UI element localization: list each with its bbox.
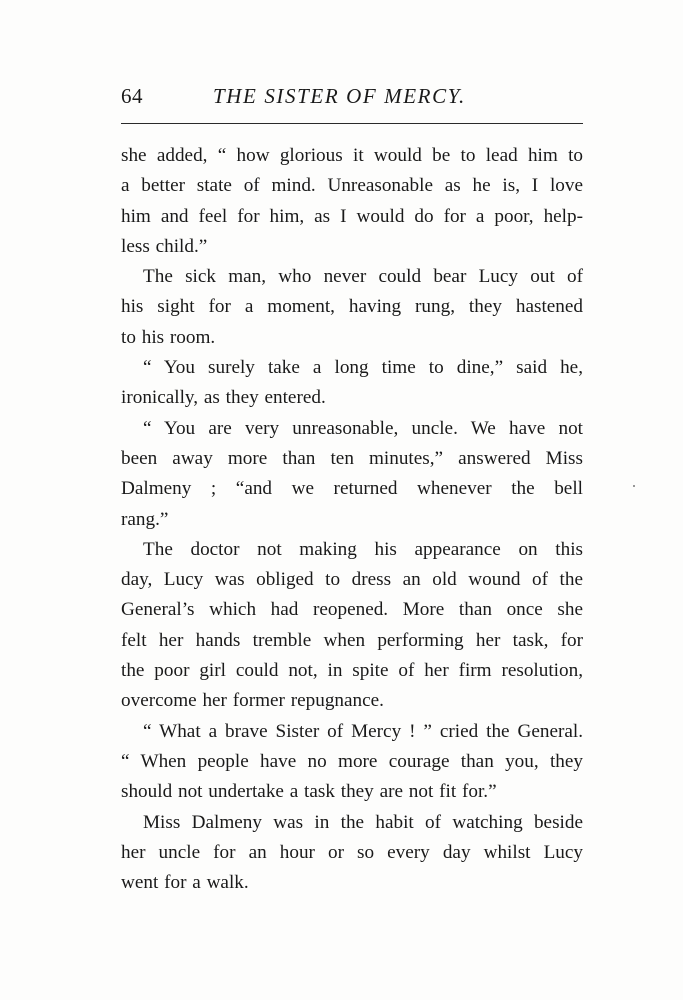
text-line: less child.” — [121, 235, 208, 257]
text-line: a better state of mind. Unreasonable as he is, I love — [121, 175, 583, 197]
text-line: overcome her former repugnance. — [121, 690, 384, 712]
text-line: felt her hands tremble when performing her task, for — [121, 629, 583, 651]
text-line: “ You surely take a long time to dine,” said he, — [143, 357, 583, 379]
text-line: Dalmeny ; “and we returned whenever the bell — [121, 478, 583, 500]
text-line: “ What a brave Sister of Mercy ! ” cried the General. — [143, 720, 583, 742]
text-line: should not undertake a task they are not fit for.” — [121, 781, 497, 803]
page-header — [121, 84, 583, 114]
text-line: been away more than ten minutes,” answered Miss — [121, 447, 583, 469]
text-line: day, Lucy was obliged to dress an old wound of the — [121, 569, 583, 591]
header-rule — [121, 123, 583, 124]
text-line: The doctor not making his appearance on this — [143, 538, 583, 560]
text-line: “ When people have no more courage than you, they — [121, 750, 583, 772]
text-line: her uncle for an hour or so every day whilst Lucy — [121, 841, 583, 863]
text-line: to his room. — [121, 326, 216, 348]
page-number: 64 — [121, 84, 143, 108]
text-line: ironically, as they entered. — [121, 387, 326, 409]
text-line: rang.” — [121, 508, 169, 530]
text-line: went for a walk. — [121, 872, 249, 894]
text-line: his sight for a moment, having rung, they hastened — [121, 296, 583, 318]
body-text — [121, 141, 583, 898]
paper-speck — [633, 485, 635, 487]
text-line: him and feel for him, as I would do for a poor, help- — [121, 205, 583, 227]
text-line: she added, “ how glorious it would be to lead him to — [121, 145, 583, 166]
running-title: THE SISTER OF MERCY. — [213, 84, 466, 108]
text-line: General’s which had reopened. More than once she — [121, 599, 583, 621]
text-line: Miss Dalmeny was in the habit of watching beside — [143, 811, 583, 833]
text-line: “ You are very unreasonable, uncle. We have not — [143, 417, 583, 439]
text-line: The sick man, who never could bear Lucy out of — [143, 266, 583, 288]
text-line: the poor girl could not, in spite of her firm resolution, — [121, 660, 583, 682]
